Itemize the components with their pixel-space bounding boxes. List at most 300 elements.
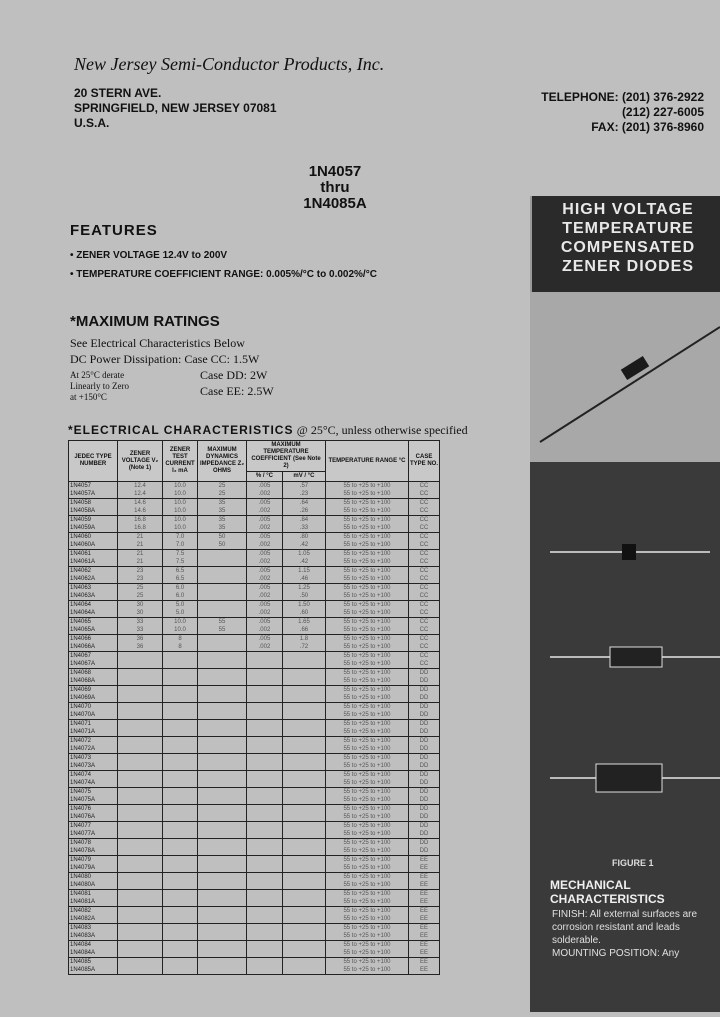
cell-p: .005 [247,567,283,576]
cell-m: .46 [282,575,325,584]
cell-i: 7.5 [163,558,198,567]
title-line: HIGH VOLTAGE [562,201,694,218]
cell-r: 55 to +25 to +100 [326,898,409,907]
cell-m [282,813,325,822]
table-row [69,737,440,746]
cell-p [247,941,283,950]
cell-c: DD [409,669,440,678]
cell-c: DD [409,737,440,746]
electrical-heading [68,423,468,438]
cell-m [282,898,325,907]
cell-m [282,847,325,856]
cell-v [118,728,163,737]
cell-p [247,805,283,814]
cell-c: EE [409,941,440,950]
cell-z [198,966,247,975]
cell-type: 1N4070A [69,711,118,720]
cell-c: DD [409,830,440,839]
cell-i: 8 [163,635,198,644]
part-end: 1N4085A [303,195,367,212]
cell-z: 25 [198,482,247,491]
cell-type: 1N4060 [69,533,118,542]
table-row [69,669,440,678]
case-ee-rating: Case EE: 2.5W [200,384,274,398]
table-row [69,890,440,899]
cell-c: DD [409,847,440,856]
table-row [69,805,440,814]
cell-v [118,949,163,958]
cell-c: CC [409,601,440,610]
table-row [69,898,440,907]
cell-r: 55 to +25 to +100 [326,822,409,831]
telephone-line: TELEPHONE: (201) 376-2922 [541,90,704,104]
cell-r: 55 to +25 to +100 [326,788,409,797]
cell-p: .002 [247,490,283,499]
cell-p: .002 [247,507,283,516]
cell-z [198,635,247,644]
cell-z: 35 [198,507,247,516]
table-row [69,949,440,958]
address-line: SPRINGFIELD, NEW JERSEY 07081 [74,101,277,115]
cell-c: EE [409,958,440,967]
table-row [69,592,440,601]
cell-r: 55 to +25 to +100 [326,779,409,788]
cell-type: 1N4085 [69,958,118,967]
cell-z [198,813,247,822]
cell-i: 7.5 [163,550,198,559]
cell-c: EE [409,907,440,916]
table-row [69,966,440,975]
diode-illustration [530,292,720,462]
table-row [69,873,440,882]
table-row [69,686,440,695]
cell-type: 1N4085A [69,966,118,975]
cell-v [118,720,163,729]
derate-line: at +150°C [70,392,107,402]
cell-type: 1N4063A [69,592,118,601]
cell-m: 1.15 [282,567,325,576]
table-row [69,771,440,780]
table-row [69,635,440,644]
cell-i: 10.0 [163,482,198,491]
cell-c: DD [409,677,440,686]
cell-i [163,694,198,703]
cell-type: 1N4068 [69,669,118,678]
cell-c: CC [409,533,440,542]
cell-v [118,830,163,839]
cell-type: 1N4081 [69,890,118,899]
table-row [69,524,440,533]
cell-c: EE [409,856,440,865]
cell-r: 55 to +25 to +100 [326,669,409,678]
cell-m [282,703,325,712]
cell-c: CC [409,626,440,635]
table-row [69,745,440,754]
table-row [69,550,440,559]
cell-i [163,932,198,941]
cell-m [282,762,325,771]
cell-type: 1N4057 [69,482,118,491]
cell-r: 55 to +25 to +100 [326,558,409,567]
cell-c: CC [409,541,440,550]
cell-v [118,873,163,882]
cell-z [198,779,247,788]
cell-c: EE [409,932,440,941]
cell-v [118,915,163,924]
col-mv: mV / °C [282,472,325,482]
col-current: ZENER TEST CURRENT I₂ mA [163,441,198,482]
cell-v [118,805,163,814]
figure-label: FIGURE 1 [612,858,654,868]
cell-c: DD [409,788,440,797]
cell-m [282,652,325,661]
cell-p: .002 [247,643,283,652]
derate-line: Linearly to Zero [70,381,129,391]
table-row [69,516,440,525]
cell-p: .005 [247,533,283,542]
cell-c: DD [409,813,440,822]
cell-v: 23 [118,567,163,576]
cell-r: 55 to +25 to +100 [326,686,409,695]
cell-type: 1N4080A [69,881,118,890]
cell-p [247,864,283,873]
cell-r: 55 to +25 to +100 [326,890,409,899]
cell-i [163,686,198,695]
cell-v: 12.4 [118,482,163,491]
cell-m: .42 [282,541,325,550]
cell-m [282,779,325,788]
cell-z [198,652,247,661]
table-row [69,567,440,576]
cell-i [163,677,198,686]
cell-v [118,898,163,907]
cell-i: 10.0 [163,490,198,499]
cell-type: 1N4058 [69,499,118,508]
cell-c: CC [409,635,440,644]
cell-type: 1N4075 [69,788,118,797]
cell-r: 55 to +25 to +100 [326,694,409,703]
cell-m: .60 [282,609,325,618]
mech-line: MOUNTING POSITION: Any [552,948,680,959]
cell-z [198,694,247,703]
cell-c: EE [409,915,440,924]
cell-p [247,839,283,848]
cell-p [247,652,283,661]
cell-r: 55 to +25 to +100 [326,754,409,763]
cell-type: 1N4080 [69,873,118,882]
table-row [69,958,440,967]
cell-z [198,932,247,941]
cell-r: 55 to +25 to +100 [326,533,409,542]
cell-z [198,873,247,882]
cell-z [198,669,247,678]
cell-m [282,822,325,831]
cell-z: 50 [198,541,247,550]
cell-type: 1N4079 [69,856,118,865]
cell-c: DD [409,694,440,703]
cell-v: 16.8 [118,524,163,533]
cell-p [247,737,283,746]
cell-type: 1N4076 [69,805,118,814]
cell-v: 30 [118,601,163,610]
cell-m: 1.8 [282,635,325,644]
cell-i [163,805,198,814]
cell-v [118,890,163,899]
cell-i: 5.0 [163,609,198,618]
cell-c: DD [409,839,440,848]
cell-r: 55 to +25 to +100 [326,541,409,550]
cell-i [163,924,198,933]
cell-r: 55 to +25 to +100 [326,660,409,669]
cell-i [163,966,198,975]
cell-m: 1.25 [282,584,325,593]
cell-type: 1N4061A [69,558,118,567]
cell-v: 25 [118,592,163,601]
cell-i: 7.0 [163,533,198,542]
cell-m [282,694,325,703]
cell-type: 1N4071 [69,720,118,729]
cell-p [247,847,283,856]
cell-p: .002 [247,609,283,618]
cell-m: 1.65 [282,618,325,627]
cell-p [247,686,283,695]
cell-i [163,915,198,924]
cell-p [247,881,283,890]
cell-z: 55 [198,618,247,627]
cell-c: EE [409,898,440,907]
cell-m [282,856,325,865]
cell-i [163,830,198,839]
cell-v [118,788,163,797]
cell-i: 8 [163,643,198,652]
cell-c: CC [409,482,440,491]
cell-type: 1N4074 [69,771,118,780]
table-row [69,813,440,822]
cell-type: 1N4082A [69,915,118,924]
cell-v [118,703,163,712]
cell-r: 55 to +25 to +100 [326,745,409,754]
cell-type: 1N4078 [69,839,118,848]
cell-v: 36 [118,643,163,652]
cell-p: .005 [247,550,283,559]
cell-r: 55 to +25 to +100 [326,711,409,720]
cell-i [163,822,198,831]
cell-v [118,839,163,848]
cell-i [163,754,198,763]
table-row [69,533,440,542]
cell-i [163,711,198,720]
cell-r: 55 to +25 to +100 [326,873,409,882]
cell-i: 10.0 [163,524,198,533]
electrical-title: *ELECTRICAL CHARACTERISTICS [68,423,294,437]
cell-m [282,958,325,967]
table-row [69,652,440,661]
cell-i [163,847,198,856]
cell-r: 55 to +25 to +100 [326,958,409,967]
derating-note [70,370,129,403]
cell-z [198,728,247,737]
cell-p: .005 [247,516,283,525]
cell-z [198,762,247,771]
cell-type: 1N4077 [69,822,118,831]
title-line: ZENER DIODES [561,258,694,275]
cell-p: .002 [247,592,283,601]
feature-item: • TEMPERATURE COEFFICIENT RANGE: 0.005%/°C to 0.002%/°C [70,269,377,280]
cell-z [198,941,247,950]
cell-z [198,601,247,610]
cell-i: 10.0 [163,618,198,627]
table-row [69,490,440,499]
cell-m [282,932,325,941]
col-pct: % / °C [247,472,283,482]
cell-z: 35 [198,524,247,533]
cell-m [282,941,325,950]
cell-v: 12.4 [118,490,163,499]
col-impedance: MAXIMUM DYNAMICS IMPEDANCE Z₂ OHMS [198,441,247,482]
cell-type: 1N4074A [69,779,118,788]
cell-p [247,788,283,797]
cell-m: .26 [282,507,325,516]
cell-v [118,686,163,695]
cell-c: EE [409,966,440,975]
cell-p [247,677,283,686]
cell-z [198,881,247,890]
table-row [69,584,440,593]
cell-c: DD [409,771,440,780]
cell-p [247,907,283,916]
cell-r: 55 to +25 to +100 [326,847,409,856]
table-row [69,822,440,831]
cell-c: CC [409,567,440,576]
mech-line: solderable. [552,935,601,946]
cell-r: 55 to +25 to +100 [326,864,409,873]
cell-p: .005 [247,635,283,644]
cell-c: EE [409,873,440,882]
cell-i [163,856,198,865]
table-row [69,941,440,950]
table-row [69,575,440,584]
cell-c: DD [409,686,440,695]
cell-p [247,720,283,729]
cell-z [198,915,247,924]
cell-type: 1N4073 [69,754,118,763]
cell-type: 1N4060A [69,541,118,550]
cell-v [118,669,163,678]
cell-r: 55 to +25 to +100 [326,839,409,848]
cell-r: 55 to +25 to +100 [326,915,409,924]
cell-i: 10.0 [163,626,198,635]
cell-i [163,788,198,797]
contact-block [541,90,704,135]
cell-v: 36 [118,635,163,644]
cell-m [282,745,325,754]
cell-c: CC [409,643,440,652]
cell-i [163,839,198,848]
cell-type: 1N4066 [69,635,118,644]
cell-c: DD [409,711,440,720]
cell-r: 55 to +25 to +100 [326,720,409,729]
cell-v [118,932,163,941]
cell-p [247,796,283,805]
cell-p: .002 [247,524,283,533]
cell-m [282,686,325,695]
cell-r: 55 to +25 to +100 [326,966,409,975]
cell-z [198,788,247,797]
cell-c: DD [409,822,440,831]
cell-type: 1N4058A [69,507,118,516]
cell-c: EE [409,881,440,890]
cell-c: DD [409,796,440,805]
cell-z [198,592,247,601]
cell-z [198,711,247,720]
cell-m [282,873,325,882]
col-type: JEDEC TYPE NUMBER [69,441,118,482]
mech-text [552,908,720,960]
cell-m: .72 [282,643,325,652]
table-row [69,618,440,627]
cell-v [118,813,163,822]
cell-v [118,754,163,763]
table-row [69,499,440,508]
table-row [69,711,440,720]
cell-r: 55 to +25 to +100 [326,941,409,950]
cell-z [198,703,247,712]
cell-i: 6.5 [163,567,198,576]
cell-type: 1N4083A [69,932,118,941]
cell-i: 5.0 [163,601,198,610]
cell-p [247,728,283,737]
cell-p [247,762,283,771]
cell-p: .002 [247,626,283,635]
cell-c: EE [409,890,440,899]
title-line: TEMPERATURE [562,220,694,237]
table-row [69,932,440,941]
cell-m [282,924,325,933]
cell-v [118,660,163,669]
cell-z [198,771,247,780]
cell-r: 55 to +25 to +100 [326,805,409,814]
cell-i [163,890,198,899]
cell-p [247,898,283,907]
cell-v [118,677,163,686]
cell-i [163,720,198,729]
cell-r: 55 to +25 to +100 [326,516,409,525]
col-case: CASE TYPE NO. [409,441,440,482]
cell-r: 55 to +25 to +100 [326,796,409,805]
cell-v [118,941,163,950]
cell-m [282,830,325,839]
cell-p [247,660,283,669]
cell-m [282,711,325,720]
cell-type: 1N4059 [69,516,118,525]
cell-m: .33 [282,524,325,533]
cell-m: .64 [282,499,325,508]
cell-type: 1N4066A [69,643,118,652]
cell-r: 55 to +25 to +100 [326,499,409,508]
cell-p [247,711,283,720]
cell-type: 1N4083 [69,924,118,933]
part-start: 1N4057 [308,163,362,180]
cell-r: 55 to +25 to +100 [326,949,409,958]
cell-p [247,694,283,703]
cell-r: 55 to +25 to +100 [326,728,409,737]
cell-v [118,924,163,933]
cell-z [198,864,247,873]
electrical-condition: @ 25°C, unless otherwise specified [296,423,468,437]
cell-z [198,822,247,831]
cell-m [282,796,325,805]
table-row [69,830,440,839]
